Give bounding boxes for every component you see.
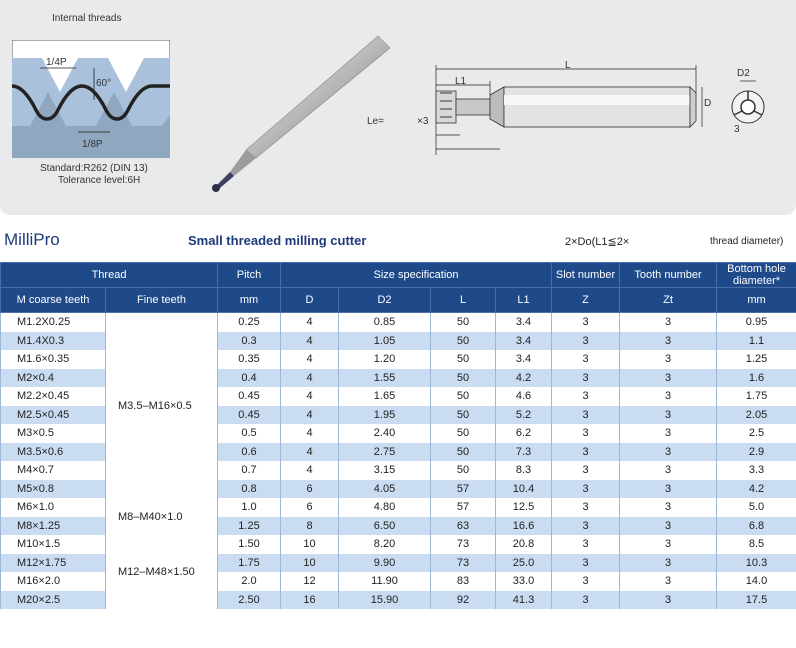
slot-number-header: Slot number: [552, 263, 620, 288]
d-cell: 6: [281, 480, 339, 499]
d2-cell: 9.90: [339, 554, 431, 573]
zt-cell: 3: [620, 350, 717, 369]
l-cell: 50: [431, 461, 496, 480]
z-cell: 3: [552, 591, 620, 610]
z-cell: 3: [552, 461, 620, 480]
d2-cell: 1.05: [339, 332, 431, 351]
table-row: [1, 313, 796, 332]
coarse-thread-cell: M5×0.8: [1, 480, 106, 499]
pitch-unit-header: mm: [218, 288, 281, 313]
coarse-thread-cell: M3×0.5: [1, 424, 106, 443]
l1-cell: 5.2: [496, 406, 552, 425]
d2-cell: 3.15: [339, 461, 431, 480]
z-cell: 3: [552, 424, 620, 443]
coarse-thread-cell: M16×2.0: [1, 572, 106, 591]
bottom-hole-cell: 1.75: [717, 387, 796, 406]
pitch-cell: 0.4: [218, 369, 281, 388]
zt-cell: 3: [620, 406, 717, 425]
dim-D-label: D: [704, 98, 712, 109]
l-cell: 83: [431, 572, 496, 591]
l-header: L: [431, 288, 496, 313]
pitch-cell: 1.25: [218, 517, 281, 536]
zt-cell: 3: [620, 480, 717, 499]
coarse-thread-cell: M4×0.7: [1, 461, 106, 480]
l-cell: 50: [431, 313, 496, 332]
z-cell: 3: [552, 443, 620, 462]
d-cell: 8: [281, 517, 339, 536]
z-cell: 3: [552, 535, 620, 554]
table-row: [1, 498, 796, 517]
d-cell: 4: [281, 424, 339, 443]
pitch-cell: 0.8: [218, 480, 281, 499]
l-cell: 50: [431, 406, 496, 425]
bottom-hole-cell: 10.3: [717, 554, 796, 573]
coarse-thread-cell: M10×1.5: [1, 535, 106, 554]
z-cell: 3: [552, 498, 620, 517]
bottom-hole-cell: 1.25: [717, 350, 796, 369]
zt-header: Zt: [620, 288, 717, 313]
d-cell: 4: [281, 369, 339, 388]
coarse-teeth-header: M coarse teeth: [1, 288, 106, 313]
title-row: [0, 226, 796, 260]
d-cell: 4: [281, 461, 339, 480]
d2-cell: 8.20: [339, 535, 431, 554]
l-cell: 50: [431, 443, 496, 462]
bottom-hole-cell: 1.1: [717, 332, 796, 351]
length-condition-tail: thread diameter): [710, 236, 784, 247]
l-cell: 63: [431, 517, 496, 536]
coarse-thread-cell: M2.2×0.45: [1, 387, 106, 406]
d2-cell: 1.65: [339, 387, 431, 406]
dim-D2-label: D2: [737, 68, 750, 79]
dim-x3-label: ×3: [417, 116, 429, 127]
pitch-cell: 2.0: [218, 572, 281, 591]
pitch-cell: 1.0: [218, 498, 281, 517]
d-cell: 10: [281, 554, 339, 573]
l-cell: 50: [431, 369, 496, 388]
l1-cell: 3.4: [496, 332, 552, 351]
coarse-thread-cell: M3.5×0.6: [1, 443, 106, 462]
zt-cell: 3: [620, 461, 717, 480]
d2-cell: 2.40: [339, 424, 431, 443]
bottom-hole-cell: 4.2: [717, 480, 796, 499]
pitch-cell: 0.3: [218, 332, 281, 351]
pitch-cell: 1.75: [218, 554, 281, 573]
d-cell: 12: [281, 572, 339, 591]
thread-group-header: Thread: [1, 263, 218, 288]
d2-cell: 1.95: [339, 406, 431, 425]
zt-cell: 3: [620, 313, 717, 332]
d-header: D: [281, 288, 339, 313]
table-row: [1, 535, 796, 554]
bottom-hole-cell: 17.5: [717, 591, 796, 610]
bottom-hole-cell: 6.8: [717, 517, 796, 536]
coarse-thread-cell: M2.5×0.45: [1, 406, 106, 425]
zt-cell: 3: [620, 443, 717, 462]
z-cell: 3: [552, 387, 620, 406]
l1-cell: 10.4: [496, 480, 552, 499]
coarse-thread-cell: M20×2.5: [1, 591, 106, 610]
zt-cell: 3: [620, 387, 717, 406]
dim-L1-label: L1: [455, 76, 467, 87]
d2-cell: 1.20: [339, 350, 431, 369]
d-cell: 4: [281, 332, 339, 351]
d2-header: D2: [339, 288, 431, 313]
bottom-hole-header: Bottom hole diameter*: [717, 263, 796, 288]
l-cell: 73: [431, 535, 496, 554]
z-cell: 3: [552, 313, 620, 332]
z-cell: 3: [552, 572, 620, 591]
bottom-hole-cell: 3.3: [717, 461, 796, 480]
d2-cell: 15.90: [339, 591, 431, 610]
l-cell: 57: [431, 480, 496, 499]
zt-cell: 3: [620, 424, 717, 443]
d2-cell: 2.75: [339, 443, 431, 462]
diagram-panel: [0, 0, 796, 215]
bottom-hole-cell: 5.0: [717, 498, 796, 517]
l1-cell: 16.6: [496, 517, 552, 536]
eighth-p-label: 1/8P: [82, 139, 103, 150]
coarse-thread-cell: M2×0.4: [1, 369, 106, 388]
pitch-cell: 1.50: [218, 535, 281, 554]
pitch-cell: 0.45: [218, 387, 281, 406]
pitch-cell: 2.50: [218, 591, 281, 610]
length-condition: 2×Do(L1≦2×: [565, 236, 630, 248]
z-cell: 3: [552, 517, 620, 536]
l1-cell: 20.8: [496, 535, 552, 554]
z-cell: 3: [552, 480, 620, 499]
bottom-hole-cell: 14.0: [717, 572, 796, 591]
standard-label: Standard:R262 (DIN 13): [40, 163, 148, 174]
coarse-thread-cell: M1.6×0.35: [1, 350, 106, 369]
coarse-thread-cell: M1.4X0.3: [1, 332, 106, 351]
l-cell: 73: [431, 554, 496, 573]
bottom-hole-cell: 0.95: [717, 313, 796, 332]
d-cell: 4: [281, 313, 339, 332]
d2-cell: 4.80: [339, 498, 431, 517]
d-cell: 4: [281, 443, 339, 462]
l1-header: L1: [496, 288, 552, 313]
l-cell: 50: [431, 332, 496, 351]
d2-cell: 4.05: [339, 480, 431, 499]
l-cell: 50: [431, 387, 496, 406]
dim-3-label: 3: [734, 124, 740, 135]
d-cell: 4: [281, 387, 339, 406]
bottom-hole-cell: 1.6: [717, 369, 796, 388]
l1-cell: 4.2: [496, 369, 552, 388]
l1-cell: 33.0: [496, 572, 552, 591]
l-cell: 57: [431, 498, 496, 517]
pitch-cell: 0.25: [218, 313, 281, 332]
l-cell: 92: [431, 591, 496, 610]
l1-cell: 4.6: [496, 387, 552, 406]
bottom-hole-cell: 2.05: [717, 406, 796, 425]
d2-cell: 1.55: [339, 369, 431, 388]
bottom-unit-header: mm: [717, 288, 796, 313]
d-cell: 4: [281, 350, 339, 369]
z-header: Z: [552, 288, 620, 313]
d2-cell: 11.90: [339, 572, 431, 591]
quarter-p-label: 1/4P: [46, 57, 67, 68]
zt-cell: 3: [620, 332, 717, 351]
fine-thread-cell: M8–M40×1.0: [106, 498, 218, 535]
zt-cell: 3: [620, 554, 717, 573]
tooth-number-header: Tooth number: [620, 263, 717, 288]
fine-teeth-header: Fine teeth: [106, 288, 218, 313]
coarse-thread-cell: M12×1.75: [1, 554, 106, 573]
z-cell: 3: [552, 350, 620, 369]
l1-cell: 3.4: [496, 350, 552, 369]
coarse-thread-cell: M8×1.25: [1, 517, 106, 536]
product-subtitle: Small threaded milling cutter: [188, 233, 367, 248]
coarse-thread-cell: M6×1.0: [1, 498, 106, 517]
d2-cell: 6.50: [339, 517, 431, 536]
l1-cell: 12.5: [496, 498, 552, 517]
d-cell: 4: [281, 406, 339, 425]
l1-cell: 25.0: [496, 554, 552, 573]
l1-cell: 3.4: [496, 313, 552, 332]
bottom-hole-cell: 2.9: [717, 443, 796, 462]
d-cell: 6: [281, 498, 339, 517]
zt-cell: 3: [620, 572, 717, 591]
dim-Le-label: Le=: [367, 116, 384, 127]
pitch-cell: 0.5: [218, 424, 281, 443]
z-cell: 3: [552, 332, 620, 351]
d-cell: 10: [281, 535, 339, 554]
zt-cell: 3: [620, 535, 717, 554]
z-cell: 3: [552, 406, 620, 425]
coarse-thread-cell: M1.2X0.25: [1, 313, 106, 332]
dimension-drawing: [400, 55, 790, 165]
spec-table: [0, 262, 796, 609]
pitch-cell: 0.45: [218, 406, 281, 425]
zt-cell: 3: [620, 498, 717, 517]
size-spec-header: Size specification: [281, 263, 552, 288]
d2-cell: 0.85: [339, 313, 431, 332]
z-cell: 3: [552, 554, 620, 573]
pitch-cell: 0.6: [218, 443, 281, 462]
zt-cell: 3: [620, 369, 717, 388]
zt-cell: 3: [620, 517, 717, 536]
bottom-hole-cell: 2.5: [717, 424, 796, 443]
pitch-header: Pitch: [218, 263, 281, 288]
angle-label: 60°: [96, 78, 112, 89]
bottom-hole-cell: 8.5: [717, 535, 796, 554]
pitch-cell: 0.35: [218, 350, 281, 369]
zt-cell: 3: [620, 591, 717, 610]
l1-cell: 7.3: [496, 443, 552, 462]
d-cell: 16: [281, 591, 339, 610]
pitch-cell: 0.7: [218, 461, 281, 480]
l1-cell: 41.3: [496, 591, 552, 610]
brand-name: MilliPro: [4, 230, 60, 249]
fine-thread-cell: M12–M48×1.50: [106, 535, 218, 609]
l1-cell: 8.3: [496, 461, 552, 480]
internal-threads-label: Internal threads: [52, 13, 122, 24]
l1-cell: 6.2: [496, 424, 552, 443]
z-cell: 3: [552, 369, 620, 388]
dim-L-label: L: [565, 60, 571, 71]
l-cell: 50: [431, 350, 496, 369]
fine-thread-cell: M3.5–M16×0.5: [106, 313, 218, 499]
tolerance-label: Tolerance level:6H: [58, 175, 141, 186]
l-cell: 50: [431, 424, 496, 443]
